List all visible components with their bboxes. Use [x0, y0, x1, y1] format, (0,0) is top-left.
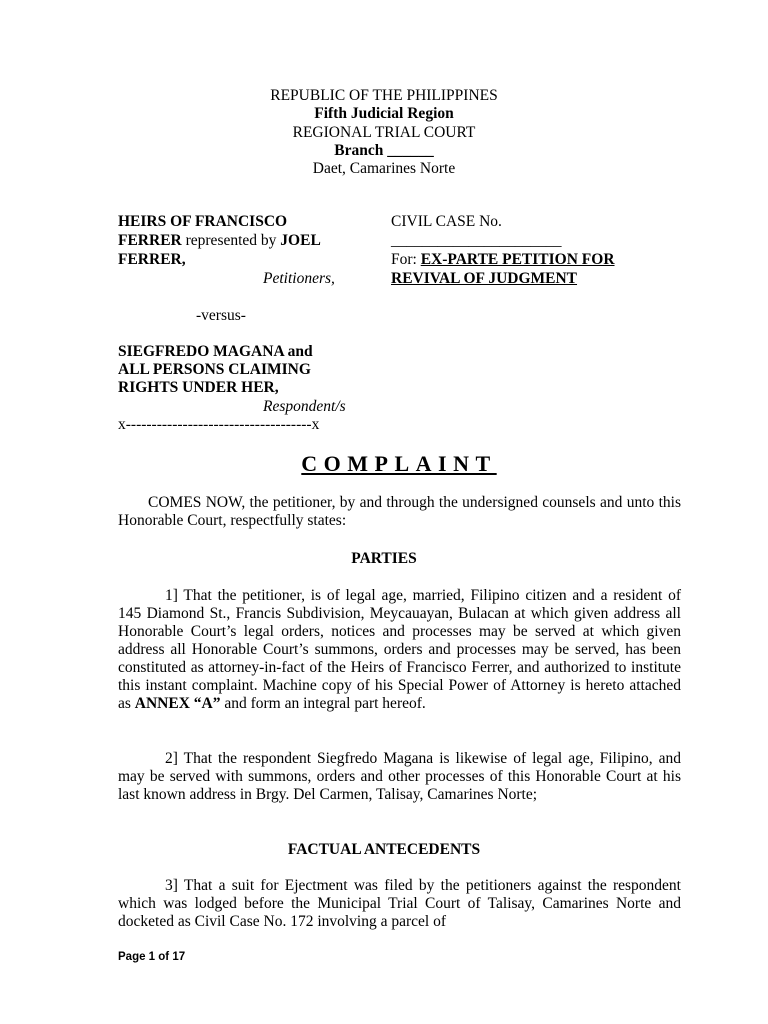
page-number: Page 1 of 17	[118, 951, 186, 963]
intro-paragraph: COMES NOW, the petitioner, by and through the undersigned counsels and unto this Honorable Court, respectfully states:	[118, 494, 681, 529]
respondent-name-line1: SIEGFREDO MAGANA and	[118, 343, 313, 360]
for-label: For:	[391, 251, 421, 268]
header-region: Fifth Judicial Region	[314, 105, 454, 122]
respondent-name-line3: RIGHTS UNDER HER,	[118, 379, 279, 396]
header-republic: REPUBLIC OF THE PHILIPPINES	[270, 87, 498, 104]
civil-case-blank: ______________________	[391, 232, 562, 249]
petitioner-name-line3: FERRER,	[118, 251, 186, 268]
annex-a-reference: ANNEX “A”	[134, 695, 221, 712]
section-heading-antecedents: FACTUAL ANTECEDENTS	[287, 841, 481, 858]
petitioner-name-line1: HEIRS OF FRANCISCO	[118, 213, 288, 230]
document-title: COMPLAINT	[301, 451, 497, 476]
respondents-label: Respondent/s	[263, 398, 346, 415]
paragraph-3: 3] That a suit for Ejectment was filed by the petitioners against the respondent which was lodged before the Municipal Trial Court of Talisay, Camarines Norte and docketed as Civil Case No. 172 involving a parcel of	[118, 877, 681, 930]
branch-label: Branch	[334, 142, 384, 159]
respondent-name-line2: ALL PERSONS CLAIMING	[118, 361, 311, 378]
branch-blank: ______	[387, 142, 434, 159]
petitioner-ferrer: FERRER	[118, 232, 182, 249]
section-heading-parties: PARTIES	[351, 550, 417, 567]
petition-title-text1: EX-PARTE PETITION FOR	[420, 251, 615, 268]
header-location: Daet, Camarines Norte	[312, 160, 456, 177]
petition-title-line2: REVIVAL OF JUDGMENT	[391, 270, 578, 287]
versus-label: -versus-	[196, 307, 246, 324]
represented-by: represented by	[181, 232, 281, 249]
paragraph-2: 2] That the respondent Siegfredo Magana is likewise of legal age, Filipino, and may be served with summons, orders and other processes of this Honorable Court at his last known address in Brgy. Del Carmen, Talisay, Camarines Norte;	[118, 750, 681, 803]
paragraph-1	[118, 587, 681, 713]
petitioners-label: Petitioners,	[263, 270, 335, 287]
civil-case-label: CIVIL CASE No.	[391, 213, 502, 230]
representative-first-name: JOEL	[280, 232, 321, 249]
petitioner-name-line2	[118, 232, 321, 250]
header-court: REGIONAL TRIAL COURT	[292, 124, 476, 141]
paragraph-1-text: 1] That the petitioner, is of legal age, married, Filipino citizen and a resident of 145 Diamond St., Francis Subdivision, Meycauayan, Bulacan at which given address all Honorable Court’s legal orders, notices and processes may be served at which given address all Honorable Court’s summons, orders and processes may be served, has been constituted as attorney-in-fact of the Heirs of Francisco Ferrer, and authorized to institute this instant complaint. Machine copy of his Special Power of Attorney is hereto attached as	[118, 587, 681, 712]
caption-divider: x------------------------------------x	[118, 416, 320, 433]
petition-title-line1	[391, 251, 615, 269]
paragraph-1-tail: and form an integral part hereof.	[220, 695, 426, 712]
header-branch	[0, 142, 768, 160]
